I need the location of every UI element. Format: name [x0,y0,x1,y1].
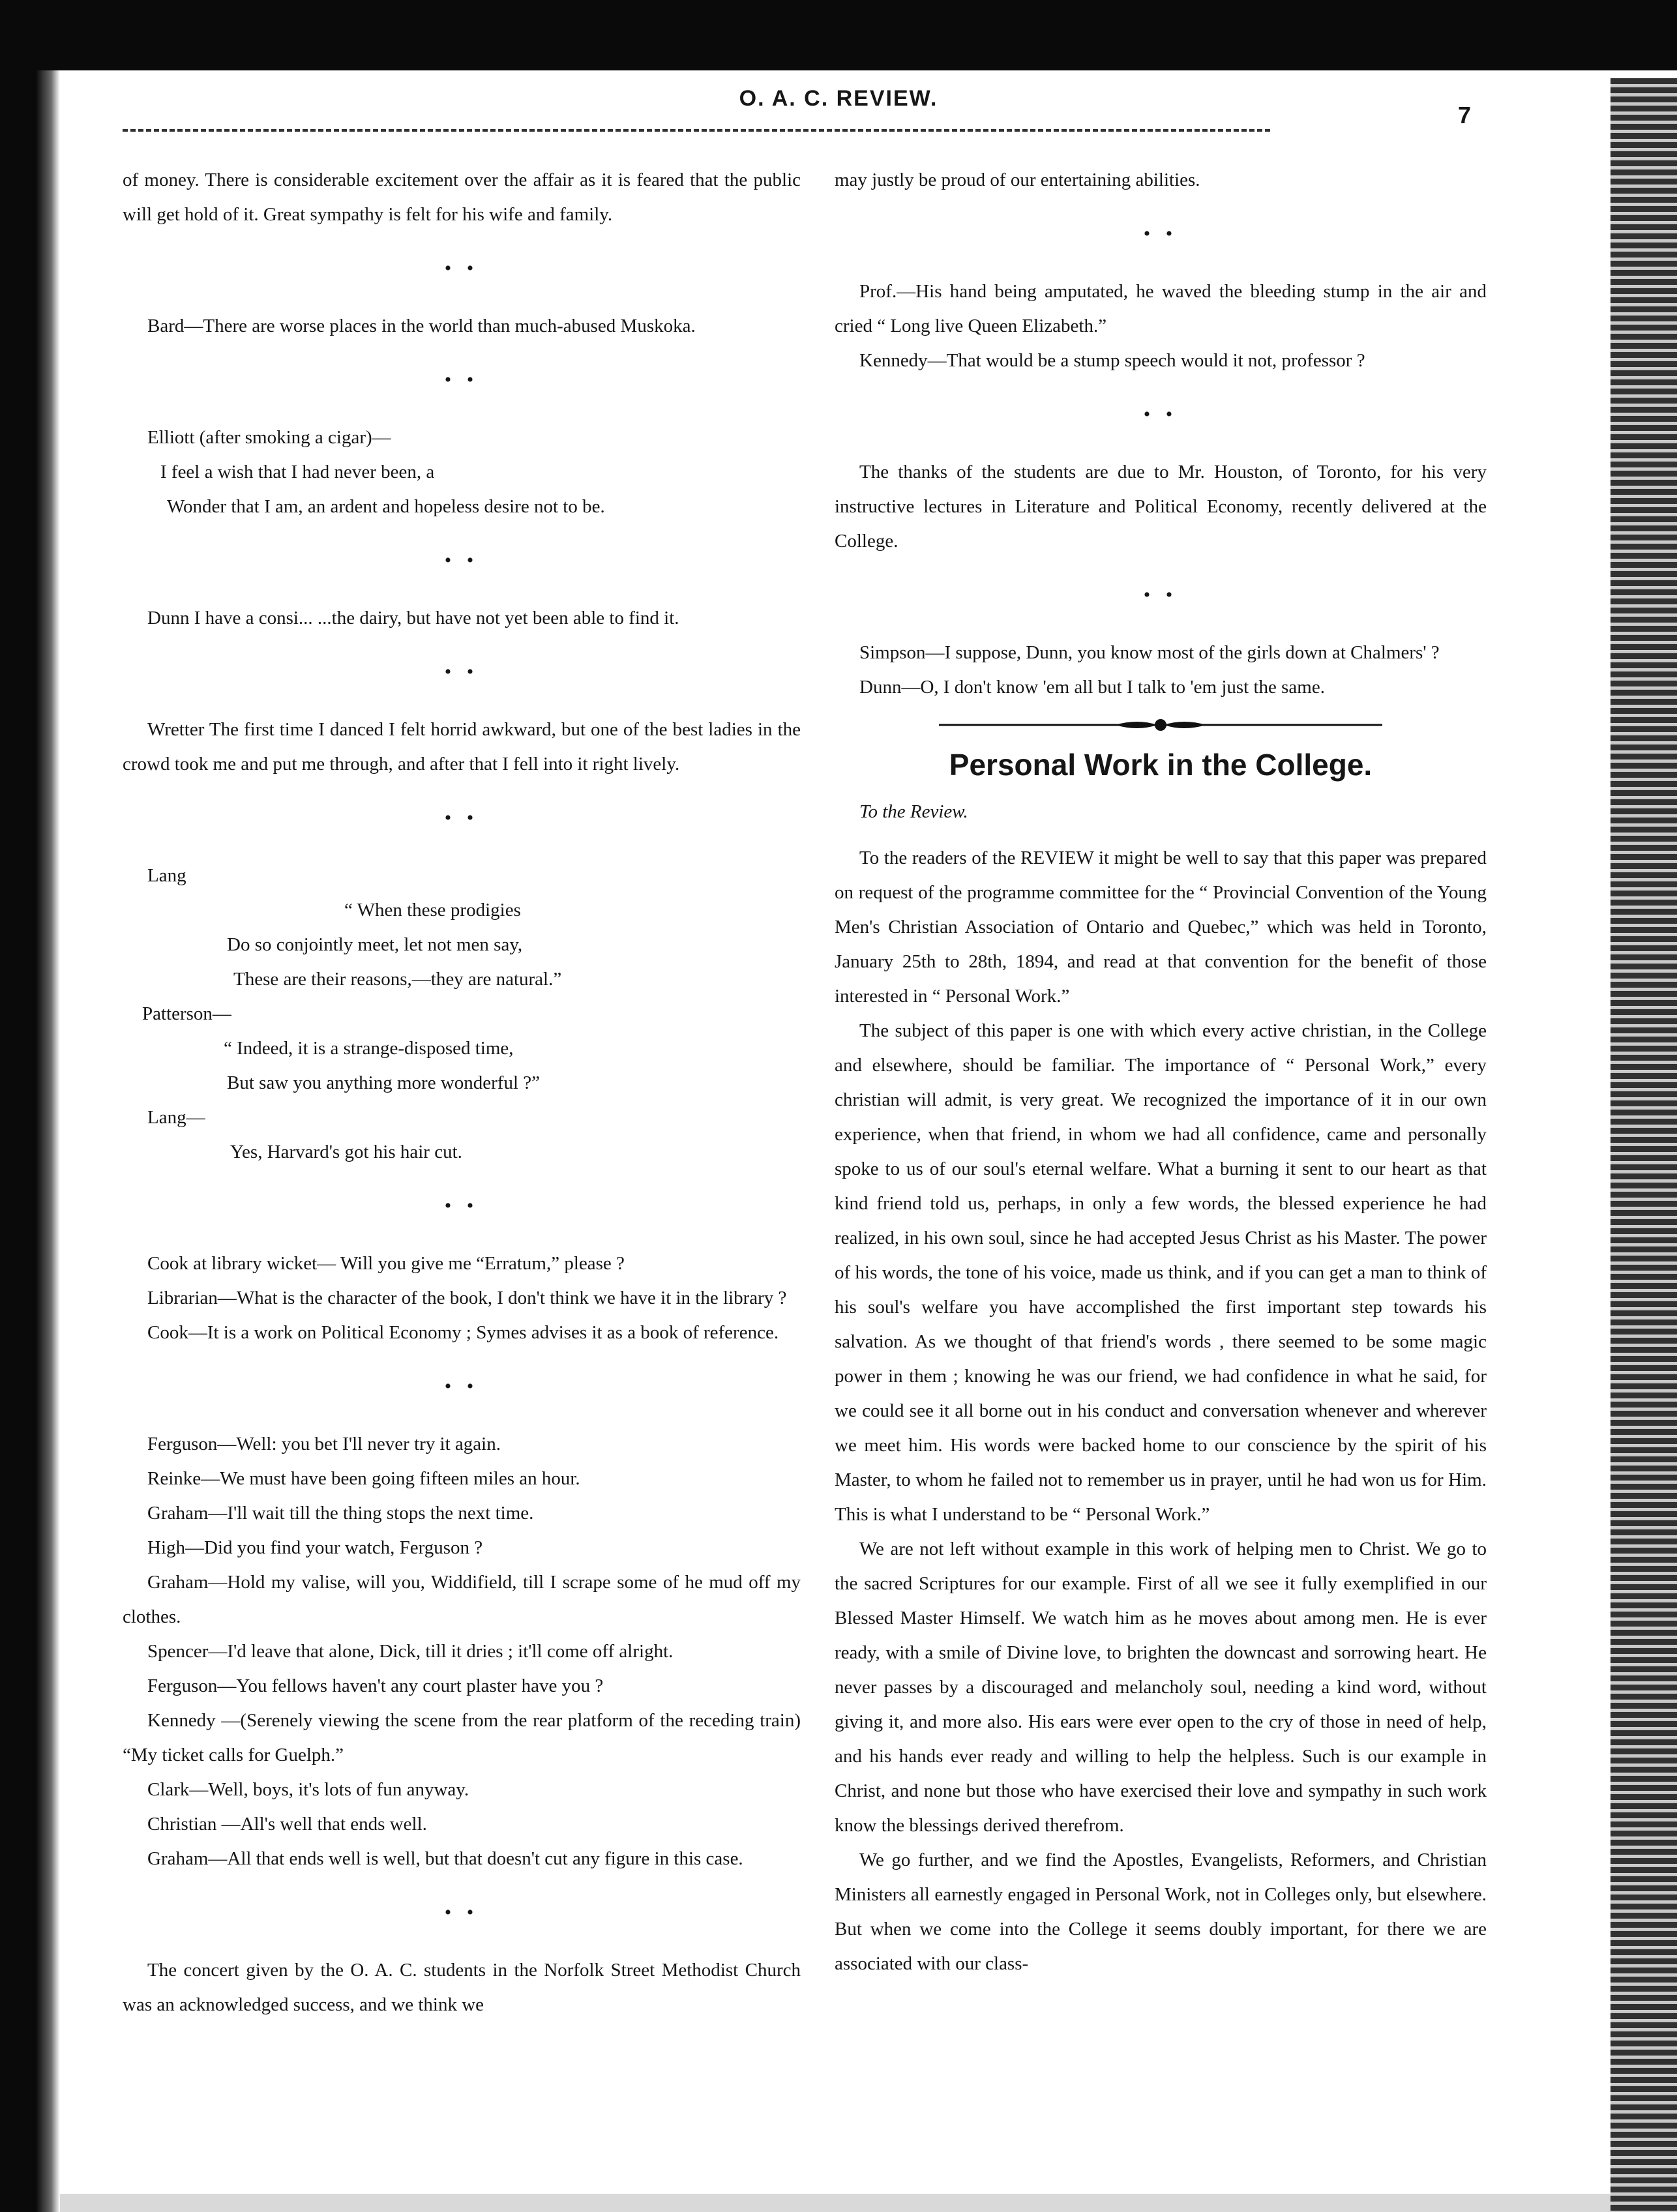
section-separator: • • [444,369,479,391]
section-separator: • • [444,1195,479,1217]
page-header-title: O. A. C. REVIEW. [739,86,938,111]
paragraph: may justly be proud of our entertaining abilities. [835,170,1200,190]
scan-left-border [0,70,60,2212]
dialogue-line: Dunn—O, I don't know 'em all but I talk to 'em just the same. [859,677,1325,698]
section-separator: • • [444,1376,479,1397]
article-paragraph: We go further, and we find the Apostles, Evangelists, Reformers, and Christian Ministers all earnestly engaged in Personal Work, not in Colleges only, but elsewhere. But when we come into the College it seems doubly important, for there we are associated with our class- [835,1850,1487,1974]
dialogue-line: Reinke—We must have been going fifteen miles an hour. [147,1468,580,1489]
salutation: To the Review. [859,801,968,822]
scan-bottom-edge [60,2194,1610,2212]
scan-top-border [0,0,1677,70]
section-separator: • • [444,1902,479,1923]
paragraph: of money. There is considerable excitement over the affair as it is feared that the public will get hold of it. Great sympathy is felt for his wife and family. [123,170,801,225]
section-separator: • • [1143,223,1178,244]
header-rule [123,129,1270,132]
article-title: Personal Work in the College. [949,748,1373,782]
left-column [123,163,801,2186]
speaker: Lang [147,865,186,886]
section-separator: • • [1143,584,1178,606]
paragraph: The thanks of the students are due to Mr. Houston, of Toronto, for his very instructive lectures in Literature and Political Economy, recently delivered at the College. [835,462,1487,552]
verse-line: But saw you anything more wonderful ?” [227,1072,541,1093]
speaker: Elliott (after smoking a cigar)— [147,427,391,448]
dialogue-line: Prof.—His hand being amputated, he waved the bleeding stump in the air and cried “ Long live Queen Elizabeth.” [835,281,1487,336]
verse-line: These are their reasons,—they are natural.” [233,969,562,990]
dialogue-line: Spencer—I'd leave that alone, Dick, till it dries ; it'll come off alright. [147,1641,674,1662]
scan-right-edge [1610,78,1677,2212]
verse-line: Do so conjointly meet, let not men say, [227,934,523,955]
dialogue-line: Kennedy—That would be a stump speech would it not, professor ? [859,350,1365,371]
right-column [835,163,1487,2186]
dialogue-line: Graham—Hold my valise, will you, Widdifield, till I scrape some of he mud off my clothes. [123,1572,801,1627]
paragraph: Cook at library wicket— Will you give me “Erratum,” please ? [147,1253,625,1274]
verse-line: “ Indeed, it is a strange-disposed time, [224,1038,514,1059]
verse-block [123,420,801,524]
verse-line: I feel a wish that I had never been, a [160,462,435,482]
verse-line: Yes, Harvard's got his hair cut. [230,1142,462,1162]
dialogue-line: High—Did you find your watch, Ferguson ? [147,1537,483,1558]
dialogue-line: Simpson—I suppose, Dunn, you know most of the girls down at Chalmers' ? [859,642,1440,663]
verse-line: “ When these prodigies [344,900,521,921]
dialogue-line: Ferguson—Well: you bet I'll never try it again. [147,1434,501,1454]
section-separator: • • [444,258,479,279]
paragraph: The concert given by the O. A. C. students in the Norfolk Street Methodist Church was an acknowledged success, and we think we [123,1960,801,2015]
verse-block [123,859,801,1170]
article-paragraph: The subject of this paper is one with which every active christian, in the College and elsewhere, should be familiar. The importance of “ Personal Work,” every christian will admit, is very great. We recognized the importance of it in our own experience, when that friend, in whom we had all confidence, came and personally spoke to us of our soul's eternal welfare. What a burning it sent to our heart as that kind friend told us, perhaps, in only a few words, the blessed experience he had realized, in his own soul, since he had accepted Jesus Christ as his Master. The power of his words, the tone of his voice, made us think, and if you can get a man to think of his soul's welfare you have accomplished the first important step towards his salvation. As we thought of that friend's words , there seemed to be some magic power in them ; knowing he was our friend, we had confidence in what he said, for we could see it all borne out in his conduct and conversation whenever and wherever we meet him. His words were backed home to our conscience by the spirit of his Master, to whom he failed not to remember us in prayer, until he had won us for Him. This is what I understand to be “ Personal Work.” [835,1020,1487,1525]
speaker: Lang— [147,1107,205,1128]
ornamental-rule [835,718,1487,732]
dialogue-line: Clark—Well, boys, it's lots of fun anyway. [147,1779,469,1800]
article-paragraph: To the readers of the REVIEW it might be well to say that this paper was prepared on request of the programme committee for the “ Provincial Convention of the Young Men's Christian Association of Ontario and Quebec,” which was held in Toronto, January 25th to 28th, 1894, and read at that convention for the benefit of those interested in “ Personal Work.” [835,848,1487,1007]
paragraph: Dunn I have a consi... ...the dairy, but have not yet been able to find it. [147,608,679,628]
dialogue-line: Christian —All's well that ends well. [147,1814,427,1835]
section-separator: • • [444,661,479,683]
paragraph: Cook—It is a work on Political Economy ; Symes advises it as a book of reference. [147,1322,779,1343]
section-separator: • • [1143,404,1178,425]
ornament-divider [939,718,1382,732]
section-separator: • • [444,807,479,829]
dialogue-line: Kennedy —(Serenely viewing the scene from the rear platform of the receding train) “My ticket calls for Guelph.” [123,1710,801,1765]
paragraph: Bard—There are worse places in the world than much-abused Muskoka. [147,316,696,336]
page-number: 7 [1458,102,1472,128]
dialogue-line: Graham—All that ends well is well, but that doesn't cut any figure in this case. [147,1848,743,1869]
dialogue-line: Graham—I'll wait till the thing stops the next time. [147,1503,534,1524]
paragraph: Wretter The first time I danced I felt horrid awkward, but one of the best ladies in the crowd took me and put me through, and after that I fell into it right lively. [123,719,801,774]
section-separator: • • [444,550,479,571]
speaker: Patterson— [142,1003,231,1024]
dialogue-line: Ferguson—You fellows haven't any court plaster have you ? [147,1675,604,1696]
verse-line: Wonder that I am, an ardent and hopeless desire not to be. [167,496,605,517]
paragraph: Librarian—What is the character of the book, I don't think we have it in the library ? [147,1288,787,1308]
article-paragraph: We are not left without example in this work of helping men to Christ. We go to the sacred Scriptures for our example. First of all we see it fully exemplified in our Blessed Master Himself. We watch him as he moves about among men. He is ever ready, with a smile of Divine love, to brighten the downcast and sorrowing heart. He never passes by a discouraged and melancholy soul, needing a kind word, without giving it, and more also. His ears were ever open to the cry of those in need of help, and his hands ever ready and willing to help the helpless. Such is our example in Christ, and none but those who have exercised their love and sympathy in such work know the blessings derived therefrom. [835,1539,1487,1836]
